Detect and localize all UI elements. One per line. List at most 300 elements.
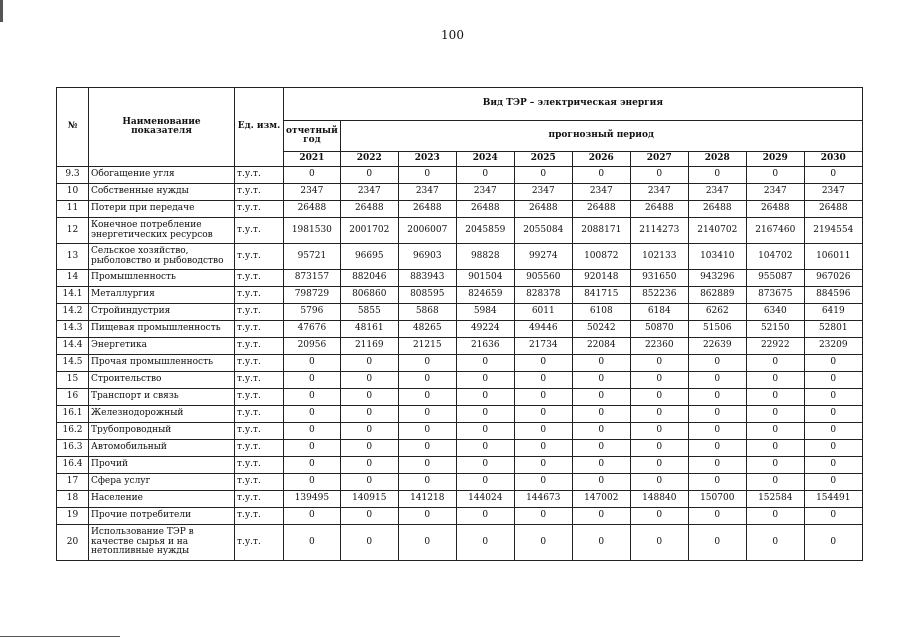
value-cell: 901504: [456, 270, 514, 287]
value-cell: 2347: [804, 184, 862, 201]
value-cell: 882046: [340, 270, 398, 287]
value-cell: 0: [572, 457, 630, 474]
value-cell: 955087: [746, 270, 804, 287]
value-cell: 0: [804, 508, 862, 525]
value-cell: 0: [284, 406, 341, 423]
value-cell: 0: [804, 440, 862, 457]
header-year: 2026: [572, 152, 630, 167]
value-cell: 883943: [398, 270, 456, 287]
value-cell: 148840: [630, 491, 688, 508]
value-cell: 0: [514, 508, 572, 525]
value-cell: 0: [746, 457, 804, 474]
header-resource-type: Вид ТЭР – электрическая энергия: [284, 88, 863, 121]
unit-cell: т.у.т.: [235, 355, 284, 372]
indicator-name: Промышленность: [89, 270, 235, 287]
value-cell: 2055084: [514, 218, 572, 244]
value-cell: 20956: [284, 338, 341, 355]
value-cell: 140915: [340, 491, 398, 508]
value-cell: 96903: [398, 244, 456, 270]
value-cell: 0: [514, 406, 572, 423]
table-row: [57, 508, 863, 525]
indicator-name: Использование ТЭР в качестве сырья и на нетопливные нужды: [89, 525, 235, 561]
value-cell: 967026: [804, 270, 862, 287]
value-cell: 0: [746, 406, 804, 423]
value-cell: 147002: [572, 491, 630, 508]
value-cell: 6419: [804, 304, 862, 321]
value-cell: 0: [572, 474, 630, 491]
row-number: 10: [57, 184, 89, 201]
unit-cell: т.у.т.: [235, 372, 284, 389]
value-cell: 2347: [284, 184, 341, 201]
scan-edge-mark: [0, 0, 3, 22]
value-cell: 0: [630, 372, 688, 389]
indicator-name: Энергетика: [89, 338, 235, 355]
value-cell: 798729: [284, 287, 341, 304]
value-cell: 0: [572, 423, 630, 440]
value-cell: 0: [284, 389, 341, 406]
row-number: 14.4: [57, 338, 89, 355]
value-cell: 26488: [572, 201, 630, 218]
row-number: 14.3: [57, 321, 89, 338]
value-cell: 2347: [630, 184, 688, 201]
value-cell: 2347: [398, 184, 456, 201]
value-cell: 0: [284, 525, 341, 561]
value-cell: 0: [804, 389, 862, 406]
value-cell: 0: [456, 355, 514, 372]
value-cell: 2167460: [746, 218, 804, 244]
value-cell: 0: [456, 389, 514, 406]
value-cell: 144673: [514, 491, 572, 508]
value-cell: 154491: [804, 491, 862, 508]
value-cell: 0: [340, 423, 398, 440]
value-cell: 21734: [514, 338, 572, 355]
value-cell: 52801: [804, 321, 862, 338]
value-cell: 0: [398, 355, 456, 372]
value-cell: 0: [804, 355, 862, 372]
value-cell: 0: [284, 372, 341, 389]
value-cell: 828378: [514, 287, 572, 304]
row-number: 9.3: [57, 167, 89, 184]
value-cell: 50870: [630, 321, 688, 338]
value-cell: 0: [688, 355, 746, 372]
table-row: [57, 167, 863, 184]
value-cell: 5796: [284, 304, 341, 321]
value-cell: 2347: [572, 184, 630, 201]
value-cell: 26488: [804, 201, 862, 218]
indicator-name: Строительство: [89, 372, 235, 389]
value-cell: 0: [284, 167, 341, 184]
unit-cell: т.у.т.: [235, 287, 284, 304]
value-cell: 0: [746, 372, 804, 389]
table-row: [57, 457, 863, 474]
value-cell: 0: [340, 406, 398, 423]
value-cell: 0: [398, 474, 456, 491]
row-number: 13: [57, 244, 89, 270]
value-cell: 0: [340, 474, 398, 491]
value-cell: 0: [572, 389, 630, 406]
header-report-year: отчетный год: [284, 121, 341, 152]
value-cell: 0: [284, 457, 341, 474]
value-cell: 6108: [572, 304, 630, 321]
value-cell: 2347: [514, 184, 572, 201]
value-cell: 48161: [340, 321, 398, 338]
table-row: [57, 304, 863, 321]
value-cell: 2347: [746, 184, 804, 201]
value-cell: 0: [514, 474, 572, 491]
value-cell: 841715: [572, 287, 630, 304]
value-cell: 0: [398, 406, 456, 423]
value-cell: 0: [398, 457, 456, 474]
unit-cell: т.у.т.: [235, 508, 284, 525]
value-cell: 2088171: [572, 218, 630, 244]
value-cell: 931650: [630, 270, 688, 287]
value-cell: 6184: [630, 304, 688, 321]
table-row: [57, 287, 863, 304]
value-cell: 100872: [572, 244, 630, 270]
value-cell: 0: [746, 389, 804, 406]
table-row: [57, 440, 863, 457]
value-cell: 0: [514, 440, 572, 457]
value-cell: 0: [398, 525, 456, 561]
value-cell: 0: [746, 508, 804, 525]
header-year: 2025: [514, 152, 572, 167]
value-cell: 905560: [514, 270, 572, 287]
value-cell: 0: [340, 389, 398, 406]
value-cell: 2006007: [398, 218, 456, 244]
header-year: 2029: [746, 152, 804, 167]
row-number: 16.4: [57, 457, 89, 474]
value-cell: 0: [284, 508, 341, 525]
table-row: [57, 184, 863, 201]
value-cell: 0: [572, 508, 630, 525]
indicator-name: Собственные нужды: [89, 184, 235, 201]
value-cell: 26488: [746, 201, 804, 218]
value-cell: 824659: [456, 287, 514, 304]
value-cell: 139495: [284, 491, 341, 508]
row-number: 16.2: [57, 423, 89, 440]
unit-cell: т.у.т.: [235, 440, 284, 457]
value-cell: 0: [688, 423, 746, 440]
value-cell: 0: [630, 525, 688, 561]
unit-cell: т.у.т.: [235, 201, 284, 218]
energy-forecast-table: [56, 87, 863, 561]
value-cell: 5855: [340, 304, 398, 321]
value-cell: 862889: [688, 287, 746, 304]
value-cell: 0: [572, 440, 630, 457]
value-cell: 22360: [630, 338, 688, 355]
unit-cell: т.у.т.: [235, 457, 284, 474]
value-cell: 0: [514, 355, 572, 372]
value-cell: 47676: [284, 321, 341, 338]
value-cell: 0: [456, 440, 514, 457]
value-cell: 0: [746, 474, 804, 491]
value-cell: 21215: [398, 338, 456, 355]
value-cell: 0: [630, 167, 688, 184]
value-cell: 0: [630, 508, 688, 525]
value-cell: 0: [456, 474, 514, 491]
value-cell: 0: [398, 423, 456, 440]
value-cell: 0: [398, 508, 456, 525]
row-number: 14: [57, 270, 89, 287]
unit-cell: т.у.т.: [235, 406, 284, 423]
header-year: 2022: [340, 152, 398, 167]
row-number: 11: [57, 201, 89, 218]
row-number: 16: [57, 389, 89, 406]
row-number: 18: [57, 491, 89, 508]
value-cell: 0: [398, 167, 456, 184]
value-cell: 0: [688, 389, 746, 406]
row-number: 17: [57, 474, 89, 491]
value-cell: 0: [746, 355, 804, 372]
value-cell: 26488: [284, 201, 341, 218]
unit-cell: т.у.т.: [235, 321, 284, 338]
indicator-name: Сельское хозяйство, рыболовство и рыбоводство: [89, 244, 235, 270]
unit-cell: т.у.т.: [235, 474, 284, 491]
unit-cell: т.у.т.: [235, 338, 284, 355]
value-cell: 0: [340, 457, 398, 474]
value-cell: 0: [456, 372, 514, 389]
value-cell: 2347: [456, 184, 514, 201]
value-cell: 22922: [746, 338, 804, 355]
value-cell: 141218: [398, 491, 456, 508]
header-name: Наименование показателя: [89, 88, 235, 167]
value-cell: 0: [340, 440, 398, 457]
value-cell: 873675: [746, 287, 804, 304]
indicator-name: Трубопроводный: [89, 423, 235, 440]
header-year: 2028: [688, 152, 746, 167]
value-cell: 26488: [630, 201, 688, 218]
row-number: 20: [57, 525, 89, 561]
table-row: [57, 525, 863, 561]
value-cell: 2114273: [630, 218, 688, 244]
row-number: 14.1: [57, 287, 89, 304]
value-cell: 5984: [456, 304, 514, 321]
indicator-name: Прочая промышленность: [89, 355, 235, 372]
value-cell: 920148: [572, 270, 630, 287]
value-cell: 6011: [514, 304, 572, 321]
value-cell: 0: [284, 423, 341, 440]
value-cell: 0: [456, 508, 514, 525]
value-cell: 6262: [688, 304, 746, 321]
header-year: 2030: [804, 152, 862, 167]
unit-cell: т.у.т.: [235, 491, 284, 508]
indicator-name: Население: [89, 491, 235, 508]
table-row: [57, 321, 863, 338]
table-row: [57, 270, 863, 287]
scan-bottom-mark: [0, 636, 120, 637]
value-cell: 144024: [456, 491, 514, 508]
header-year: 2024: [456, 152, 514, 167]
value-cell: 0: [398, 440, 456, 457]
header-year: 2023: [398, 152, 456, 167]
value-cell: 0: [572, 372, 630, 389]
value-cell: 26488: [456, 201, 514, 218]
row-number: 12: [57, 218, 89, 244]
value-cell: 22639: [688, 338, 746, 355]
value-cell: 0: [688, 167, 746, 184]
value-cell: 26488: [688, 201, 746, 218]
table-row: [57, 218, 863, 244]
value-cell: 2045859: [456, 218, 514, 244]
value-cell: 0: [804, 457, 862, 474]
value-cell: 0: [398, 389, 456, 406]
value-cell: 0: [456, 525, 514, 561]
value-cell: 6340: [746, 304, 804, 321]
value-cell: 98828: [456, 244, 514, 270]
indicator-name: Стройиндустрия: [89, 304, 235, 321]
value-cell: 852236: [630, 287, 688, 304]
table-row: [57, 372, 863, 389]
value-cell: 0: [340, 525, 398, 561]
value-cell: 21169: [340, 338, 398, 355]
value-cell: 0: [688, 440, 746, 457]
value-cell: 49224: [456, 321, 514, 338]
value-cell: 21636: [456, 338, 514, 355]
value-cell: 51506: [688, 321, 746, 338]
unit-cell: т.у.т.: [235, 423, 284, 440]
value-cell: 106011: [804, 244, 862, 270]
value-cell: 0: [630, 389, 688, 406]
value-cell: 95721: [284, 244, 341, 270]
value-cell: 0: [630, 423, 688, 440]
value-cell: 0: [398, 372, 456, 389]
unit-cell: т.у.т.: [235, 184, 284, 201]
indicator-name: Обогащение угля: [89, 167, 235, 184]
value-cell: 0: [284, 474, 341, 491]
value-cell: 0: [688, 474, 746, 491]
value-cell: 0: [340, 508, 398, 525]
unit-cell: т.у.т.: [235, 389, 284, 406]
value-cell: 96695: [340, 244, 398, 270]
indicator-name: Железнодорожный: [89, 406, 235, 423]
value-cell: 0: [456, 406, 514, 423]
value-cell: 26488: [514, 201, 572, 218]
header-forecast-period: прогнозный период: [340, 121, 862, 152]
value-cell: 103410: [688, 244, 746, 270]
value-cell: 0: [284, 440, 341, 457]
value-cell: 152584: [746, 491, 804, 508]
value-cell: 0: [804, 525, 862, 561]
value-cell: 0: [514, 423, 572, 440]
value-cell: 0: [804, 167, 862, 184]
row-number: 14.2: [57, 304, 89, 321]
value-cell: 150700: [688, 491, 746, 508]
unit-cell: т.у.т.: [235, 167, 284, 184]
value-cell: 0: [688, 508, 746, 525]
value-cell: 0: [456, 167, 514, 184]
indicator-name: Прочий: [89, 457, 235, 474]
table-row: [57, 355, 863, 372]
value-cell: 0: [630, 406, 688, 423]
table-row: [57, 491, 863, 508]
value-cell: 26488: [340, 201, 398, 218]
value-cell: 0: [630, 457, 688, 474]
value-cell: 0: [746, 423, 804, 440]
value-cell: 0: [630, 355, 688, 372]
value-cell: 0: [688, 457, 746, 474]
value-cell: 0: [514, 457, 572, 474]
row-number: 19: [57, 508, 89, 525]
indicator-name: Прочие потребители: [89, 508, 235, 525]
value-cell: 26488: [398, 201, 456, 218]
header-no: №: [57, 88, 89, 167]
value-cell: 0: [572, 167, 630, 184]
indicator-name: Пищевая промышленность: [89, 321, 235, 338]
value-cell: 0: [340, 167, 398, 184]
value-cell: 0: [688, 525, 746, 561]
value-cell: 0: [284, 355, 341, 372]
value-cell: 0: [630, 440, 688, 457]
row-number: 15: [57, 372, 89, 389]
header-year: 2027: [630, 152, 688, 167]
header-unit: Ед. изм.: [235, 88, 284, 167]
value-cell: 0: [572, 525, 630, 561]
value-cell: 2194554: [804, 218, 862, 244]
value-cell: 808595: [398, 287, 456, 304]
value-cell: 0: [746, 167, 804, 184]
value-cell: 0: [746, 440, 804, 457]
value-cell: 0: [804, 423, 862, 440]
value-cell: 0: [688, 406, 746, 423]
value-cell: 99274: [514, 244, 572, 270]
value-cell: 2001702: [340, 218, 398, 244]
value-cell: 0: [456, 457, 514, 474]
row-number: 16.1: [57, 406, 89, 423]
table-row: [57, 474, 863, 491]
indicator-name: Потери при передаче: [89, 201, 235, 218]
unit-cell: т.у.т.: [235, 525, 284, 561]
table-row: [57, 423, 863, 440]
value-cell: 0: [804, 406, 862, 423]
indicator-name: Сфера услуг: [89, 474, 235, 491]
indicator-name: Конечное потребление энергетических ресурсов: [89, 218, 235, 244]
value-cell: 0: [514, 525, 572, 561]
value-cell: 104702: [746, 244, 804, 270]
value-cell: 0: [514, 372, 572, 389]
value-cell: 48265: [398, 321, 456, 338]
row-number: 16.3: [57, 440, 89, 457]
value-cell: 0: [514, 389, 572, 406]
value-cell: 23209: [804, 338, 862, 355]
unit-cell: т.у.т.: [235, 218, 284, 244]
value-cell: 2347: [340, 184, 398, 201]
value-cell: 806860: [340, 287, 398, 304]
value-cell: 0: [340, 355, 398, 372]
value-cell: 2140702: [688, 218, 746, 244]
table-row: [57, 406, 863, 423]
value-cell: 0: [572, 355, 630, 372]
indicator-name: Металлургия: [89, 287, 235, 304]
value-cell: 0: [572, 406, 630, 423]
value-cell: 0: [804, 372, 862, 389]
header-year: 2021: [284, 152, 341, 167]
unit-cell: т.у.т.: [235, 304, 284, 321]
value-cell: 884596: [804, 287, 862, 304]
table-row: [57, 338, 863, 355]
value-cell: 873157: [284, 270, 341, 287]
page-number: 100: [441, 28, 464, 42]
value-cell: 0: [340, 372, 398, 389]
value-cell: 22084: [572, 338, 630, 355]
value-cell: 1981530: [284, 218, 341, 244]
unit-cell: т.у.т.: [235, 244, 284, 270]
table-row: [57, 201, 863, 218]
value-cell: 943296: [688, 270, 746, 287]
value-cell: 0: [514, 167, 572, 184]
value-cell: 0: [688, 372, 746, 389]
table-row: [57, 244, 863, 270]
indicator-name: Автомобильный: [89, 440, 235, 457]
